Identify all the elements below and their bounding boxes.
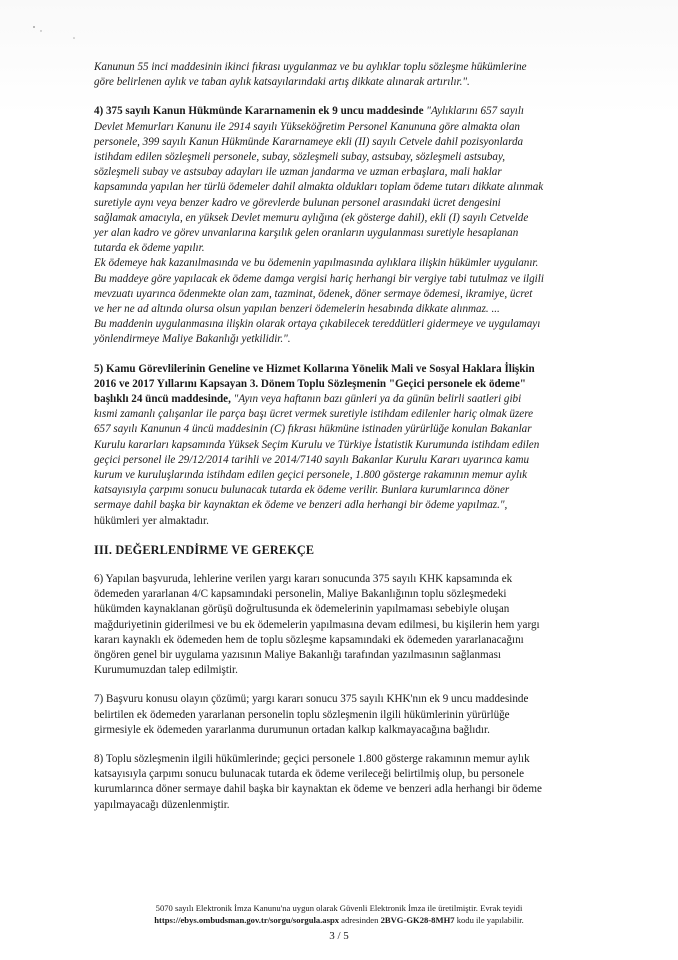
text-line: mağduriyetinin giderilmesi ve bu ek ödemelerin yapılmasına devam edilmesi, bu kişilerin hem yargı: [94, 618, 540, 631]
text-line: katsayısıyla çarpımı sonucu bulunacak tutarda ek ödeme verilir. Bunlara kurumlarınca döner: [94, 484, 510, 497]
text-line: katsayısıyla çarpımı sonucu bulunacak tutarda ek ödeme verileceği belirtilmiş olup, bu personele: [94, 768, 525, 781]
text-line: yönlendirmeye Maliye Bakanlığı yetkilidir.".: [94, 333, 291, 346]
section-4-lead: 4) 375 sayılı Kanun Hükmünde Kararnamenin ek 9 uncu maddesinde: [94, 105, 424, 118]
intro-paragraph: [94, 60, 624, 90]
text-line: tutarda ek ödeme yapılır.: [94, 242, 205, 255]
paragraph-6: [94, 572, 624, 678]
text-line: kapsamında yapılan her türlü ödemeler dahil almakta oldukları toplam ödeme tutarı dikkate alınmak: [94, 181, 544, 194]
text-span: "Aylıklarını 657 sayılı: [426, 105, 524, 118]
footer-text: adresinden: [339, 915, 381, 925]
text-line: 2016 ve 2017 Yıllarını Kapsayan 3. Dönem Toplu Sözleşmenin "Geçici personele ek ödeme": [94, 377, 526, 390]
e-signature-footer: [0, 902, 678, 926]
text-span: "Ayın veya haftanın bazı günleri ya da günün belirli saatleri gibi: [233, 393, 522, 406]
text-line: suretiyle aynı veya benzer kadro ve görevlerde bulunan personel arasındaki ücret dengesini: [94, 196, 501, 209]
text-line: kısmi zamanlı çalışanlar ile parça başı ücret vermek suretiyle istihdam edilenler hariç olmak üzere: [94, 408, 534, 421]
text-line: ödemeden yararlanan 4/C kapsamındaki personelin, Maliye Bakanlığının toplu sözleşmedeki: [94, 588, 507, 601]
text-line: 7) Başvuru konusu olayın çözümü; yargı kararı sonucu 375 sayılı KHK'nın ek 9 uncu maddesinde: [94, 693, 529, 706]
text-line: geçici personel ile 29/12/2014 tarihli ve 2014/7140 sayılı Bakanlar Kurulu Kararı uyarınca kamu: [94, 453, 530, 466]
text-line: 8) Toplu sözleşmenin ilgili hükümlerinde; geçici personele 1.800 gösterge rakamının memur aylık: [94, 752, 530, 765]
text-line: Kurulu kararları kapsamında Yüksek Seçim Kurulu ve Türkiye İstatistik Kurumunda istihdam edilen: [94, 438, 540, 451]
text-line: Devlet Memurları Kanunu ile 2914 sayılı Yükseköğretim Personel Kanununa göre almakta olan: [94, 120, 520, 133]
text-line: [94, 392, 624, 407]
section-5-paragraph: [94, 362, 624, 529]
section-5-lead: başlıklı 24 üncü maddesinde,: [94, 393, 231, 406]
text-line: hükümden kaynaklanan görüşü doğrultusunda ek ödemelerinin yapılmaması sebebiyle oluşan: [94, 603, 510, 616]
footer-text: kodu ile yapılabilir.: [454, 915, 524, 925]
footer-line: [0, 914, 678, 926]
text-line: 657 sayılı Kanunun 4 üncü maddesinin (C) fıkrası hükmüne istinaden yürürlüğe konulan Bakanlar: [94, 423, 532, 436]
verification-code: 2BVG-GK28-8MH7: [380, 915, 455, 925]
section-heading: III. DEĞERLENDİRME VE GEREKÇE: [94, 542, 315, 557]
text-line: kurumlarınca döner sermaye dahil başka bir kaynaktan ek ödeme ve benzeri adla herhangi bir ödeme: [94, 783, 542, 796]
text-line: sermaye dahil başka bir kaynaktan ek ödeme ve benzeri adla herhangi bir ödeme yapılmaz.",: [94, 499, 508, 512]
text-line: kurum ve kuruluşlarında istihdam edilen geçici personele, 1.800 gösterge rakamının memur aylık: [94, 469, 528, 482]
text-line: yapılmayacağı düzenlenmiştir.: [94, 798, 230, 811]
text-line: [94, 104, 624, 119]
verification-url[interactable]: https://ebys.ombudsman.gov.tr/sorgu/sorgula.aspx: [154, 915, 340, 925]
text-line: 5) Kamu Görevlilerinin Geneline ve Hizmet Kollarına Yönelik Mali ve Sosyal Haklara İlişkin: [94, 362, 535, 375]
text-line: sağlamak amacıyla, en yüksek Devlet memuru aylığına (ek gösterge dahil), ekli (I) sayılı Cetvelde: [94, 211, 529, 224]
text-line: personele, 399 sayılı Kanun Hükmünde Kararnameye ekli (II) sayılı Cetvele dahil pozisyonlarda: [94, 135, 524, 148]
footer-line: 5070 sayılı Elektronik İmza Kanunu'na uygun olarak Güvenli Elektronik İmza ile üretilmiştir. Evrak teyidi: [155, 903, 523, 913]
text-line: öngören genel bir uygulama yazısının Maliye Bakanlığı tarafından yazılmasının sağlanması: [94, 648, 501, 661]
text-line: Bu maddeye göre yapılacak ek ödeme damga vergisi hariç herhangi bir vergiye tabi tutulmaz ve ilgili: [94, 272, 544, 285]
text-line: mevzuatı uyarınca ödenmekte olan zam, tazminat, ödenek, döner sermaye ödemesi, ikramiye, ücret: [94, 287, 533, 300]
text-line: istihdam edilen sözleşmeli personele, subay, sözleşmeli subay, astsubay, sözleşmeli astsubay,: [94, 151, 506, 164]
text-line: Kanunun 55 inci maddesinin ikinci fıkrası uygulanmaz ve bu aylıklar toplu sözleşme hükümlerine: [94, 61, 527, 73]
text-line: girmesiyle ek ödemeden yararlanma durumunun ortadan kalkıp kalkmayacağına bağlıdır.: [94, 723, 490, 736]
text-line: göre belirlenen aylık ve taban aylık katsayılarındaki artış dikkate alınarak artırılır.".: [94, 76, 470, 89]
text-line: sözleşmeli subay ve astsubay adayları ile uzman jandarma ve uzman erbaşlara, mali haklar: [94, 166, 502, 179]
paragraph-7: [94, 692, 624, 738]
paragraph-8: [94, 752, 624, 813]
text-line: Ek ödemeye hak kazanılmasında ve bu ödemenin yapılmasında aylıklara ilişkin hükümler uygulanır.: [94, 257, 539, 270]
scan-specks: [30, 22, 110, 42]
text-line: hükümleri yer almaktadır.: [94, 514, 209, 527]
text-line: Kurumumuzdan talep edilmiştir.: [94, 664, 238, 677]
text-line: yer alan kadro ve görev unvanlarına karşılık gelen oranların uygulanması suretiyle hesaplanan: [94, 227, 519, 240]
text-line: Bu maddenin uygulanmasına ilişkin olarak ortaya çıkabilecek tereddütleri gidermeye ve uygulamayı: [94, 318, 541, 331]
text-line: kararı kaynaklı ek ödemeden hem de toplu sözleşme kapsamındaki ek ödemeden yararlanacağını: [94, 633, 524, 646]
text-line: ve her ne ad altında olursa olsun yapılan benzeri ödemelerin hesabında dikkate alınmaz. ...: [94, 303, 500, 316]
text-line: 6) Yapılan başvuruda, lehlerine verilen yargı kararı sonucunda 375 sayılı KHK kapsamında ek: [94, 572, 513, 585]
text-line: belirtilen ek ödemeden yararlanan personelin toplu sözleşmenin ilgili hükümlerinin yürürlüğe: [94, 708, 510, 721]
section-4-paragraph: [94, 104, 624, 347]
page-number: 3 / 5: [329, 930, 349, 942]
